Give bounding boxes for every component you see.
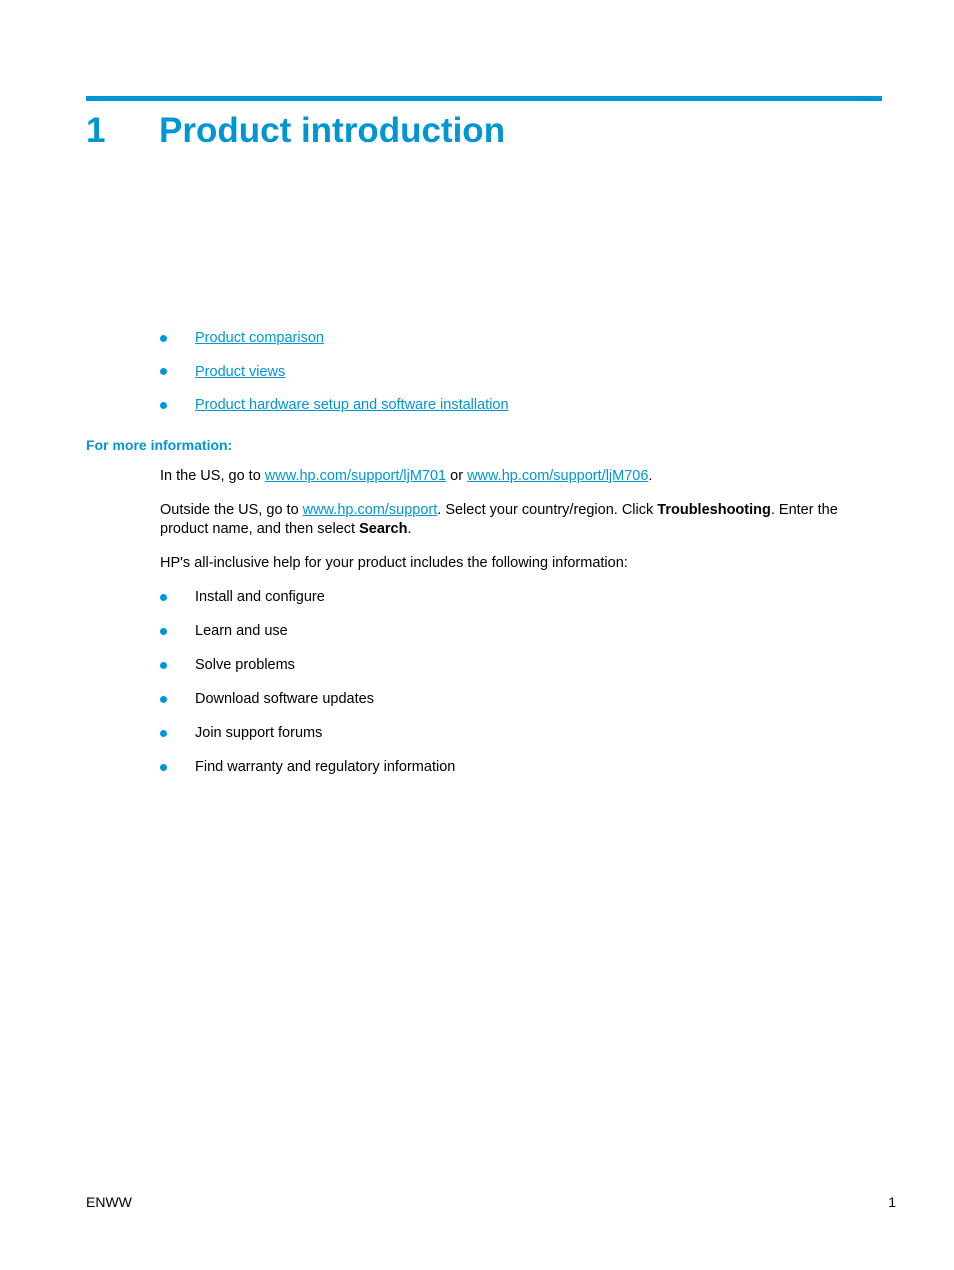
help-item-label: Join support forums [195, 725, 323, 741]
help-item-label: Download software updates [195, 691, 374, 707]
chapter-top-rule [86, 96, 882, 101]
bullet-icon [160, 402, 167, 409]
toc-link-product-views[interactable]: Product views [195, 363, 286, 380]
us-line-prefix: In the US, go to [160, 468, 265, 484]
more-info-heading: For more information: [86, 437, 233, 453]
search-label: Search [359, 521, 408, 537]
troubleshooting-label: Troubleshooting [657, 502, 771, 518]
outside-line-text2: . Enter the product name, and then select [160, 502, 838, 537]
us-line-suffix: . [648, 468, 653, 484]
outside-us-paragraph [160, 501, 880, 539]
outside-line-suffix: . [407, 521, 412, 537]
bullet-icon [160, 764, 167, 771]
bullet-icon [160, 696, 167, 703]
us-line-middle: or [446, 468, 468, 484]
footer-locale-code: ENWW [86, 1194, 132, 1210]
help-item-label: Learn and use [195, 623, 288, 639]
bullet-icon [160, 628, 167, 635]
bullet-icon [160, 335, 167, 342]
support-link-m706[interactable]: www.hp.com/support/ljM706 [467, 468, 649, 484]
help-item-label: Install and configure [195, 589, 325, 605]
outside-line-text1: . Select your country/region. Click [437, 502, 658, 518]
support-link-general[interactable]: www.hp.com/support [302, 502, 438, 518]
footer-page-number: 1 [888, 1194, 896, 1210]
help-item-label: Find warranty and regulatory information [195, 759, 456, 775]
bullet-icon [160, 594, 167, 601]
chapter-number: 1 [86, 111, 106, 150]
help-item-label: Solve problems [195, 657, 295, 673]
toc-link-product-comparison[interactable]: Product comparison [195, 330, 324, 346]
help-intro-paragraph: HP's all-inclusive help for your product includes the following information: [160, 555, 628, 571]
support-link-m701[interactable]: www.hp.com/support/ljM701 [264, 468, 447, 484]
toc-link-hardware-setup[interactable]: Product hardware setup and software installation [195, 397, 509, 413]
chapter-title: Product introduction [159, 111, 506, 150]
us-support-paragraph [160, 467, 880, 486]
bullet-icon [160, 730, 167, 737]
bullet-icon [160, 368, 167, 375]
outside-line-prefix: Outside the US, go to [160, 502, 303, 518]
bullet-icon [160, 662, 167, 669]
